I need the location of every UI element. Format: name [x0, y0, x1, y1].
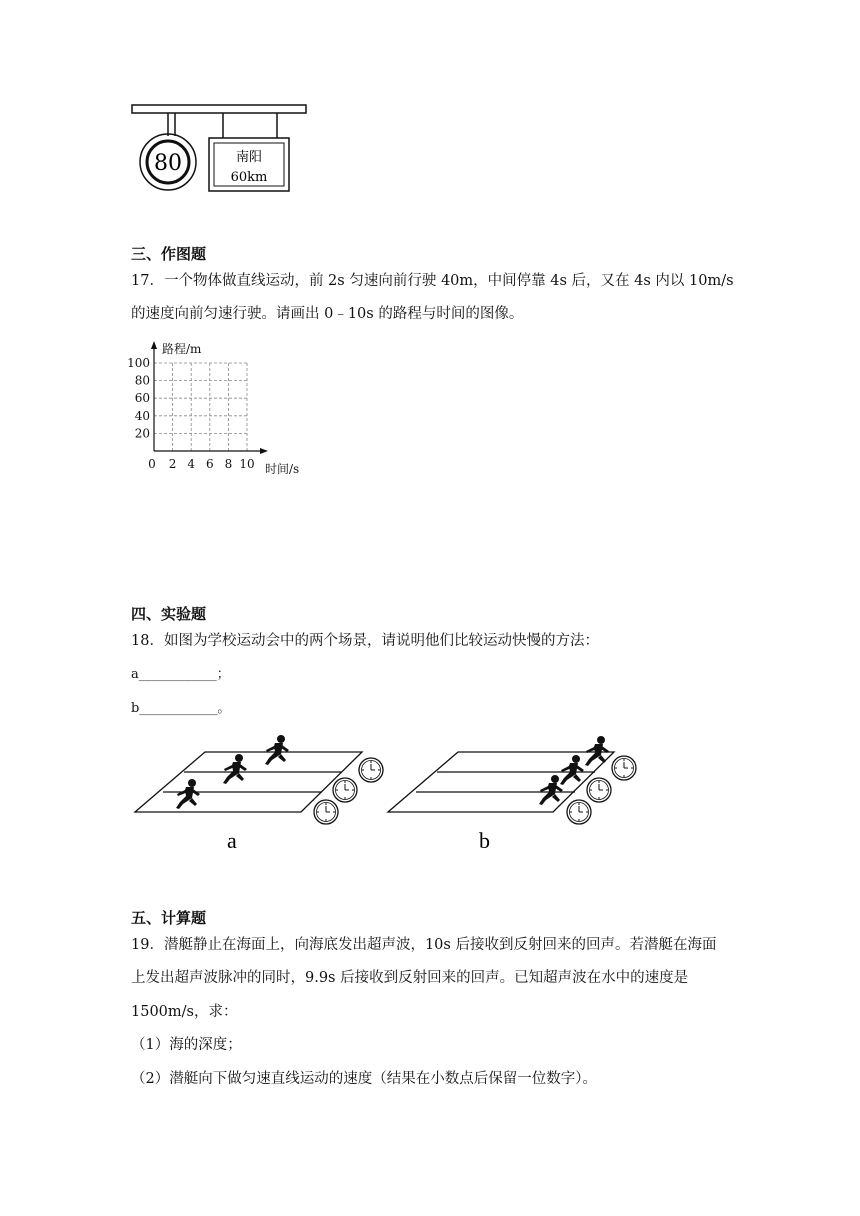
- section-title-experiment: 四、实验题: [131, 605, 207, 623]
- x-tick-label: 8: [224, 457, 233, 471]
- stopwatch-icon: [314, 800, 338, 824]
- stopwatch-icon: [359, 758, 383, 782]
- scene-b: [388, 736, 636, 824]
- q18-blank-b: b____________。: [131, 701, 231, 716]
- sign-place: 南阳: [235, 150, 263, 165]
- x-tick-label: 6: [205, 457, 214, 471]
- q17-text-line1: 17．一个物体做直线运动，前 2s 匀速向前行驶 40m，中间停靠 4s 后，又在 4s 内以 10m/s: [131, 273, 734, 289]
- x-axis-arrow: [260, 448, 268, 454]
- x-tick-label: 2: [168, 457, 177, 471]
- x-tick-label: 10: [239, 457, 255, 471]
- runner-icon: [265, 735, 289, 765]
- scene-b-label: b: [479, 828, 490, 853]
- q19-text-line2: 上发出超声波脉冲的同时，9.9s 后接收到反射回来的回声。已知超声波在水中的速度是: [131, 970, 689, 986]
- scene-a-label: a: [227, 828, 237, 853]
- chart-y-ticks: [127, 356, 150, 440]
- runner-icon: [176, 779, 200, 809]
- speed-limit-value: 80: [154, 151, 182, 176]
- distance-time-chart: [125, 338, 315, 480]
- y-tick-label: 60: [134, 391, 150, 406]
- q19-sub1: （1）海的深度；: [131, 1037, 242, 1053]
- q18-blank-a: a____________；: [131, 667, 230, 682]
- q18-text-line1: 18．如图为学校运动会中的两个场景，请说明他们比较运动快慢的方法：: [131, 633, 599, 649]
- chart-x-label: 时间/s: [265, 462, 300, 476]
- chart-x-ticks: [148, 457, 254, 471]
- road-sign-figure: [125, 100, 315, 196]
- running-scenes-figure: [130, 730, 650, 860]
- runner-icon: [539, 775, 563, 805]
- q19-sub2: （2）潜艇向下做匀速直线运动的速度（结果在小数点后保留一位数字）。: [131, 1071, 597, 1087]
- q17-text-line2: 的速度向前匀速行驶。请画出 0﹣10s 的路程与时间的图像。: [131, 306, 524, 322]
- x-tick-label: 4: [187, 457, 196, 471]
- runner-icon: [560, 755, 584, 785]
- stopwatch-icon: [587, 778, 611, 802]
- sign-bar: [132, 105, 306, 113]
- y-tick-label: 20: [134, 426, 150, 441]
- chart-axes: [151, 341, 268, 454]
- section-title-calculation: 五、计算题: [131, 909, 207, 927]
- y-tick-label: 100: [127, 356, 150, 370]
- stopwatch-icon: [333, 778, 357, 802]
- q19-text-line1: 19．潜艇静止在海面上，向海底发出超声波，10s 后接收到反射回来的回声。若潜艇在海面: [131, 937, 717, 953]
- chart-grid: [154, 363, 247, 451]
- runner-icon: [585, 736, 609, 766]
- runner-icon: [223, 754, 247, 784]
- stopwatch-icon: [612, 756, 636, 780]
- scene-a: [135, 735, 383, 824]
- stopwatch-icon: [567, 800, 591, 824]
- chart-y-label: 路程/m: [162, 342, 202, 356]
- q19-text-line3: 1500m/s，求：: [131, 1004, 238, 1020]
- y-axis-arrow: [151, 341, 157, 349]
- y-tick-label: 40: [134, 408, 150, 423]
- x-tick-label: 0: [148, 457, 156, 471]
- sign-distance: 60km: [230, 170, 268, 185]
- section-title-drawing: 三、作图题: [131, 245, 207, 263]
- y-tick-label: 80: [134, 373, 150, 388]
